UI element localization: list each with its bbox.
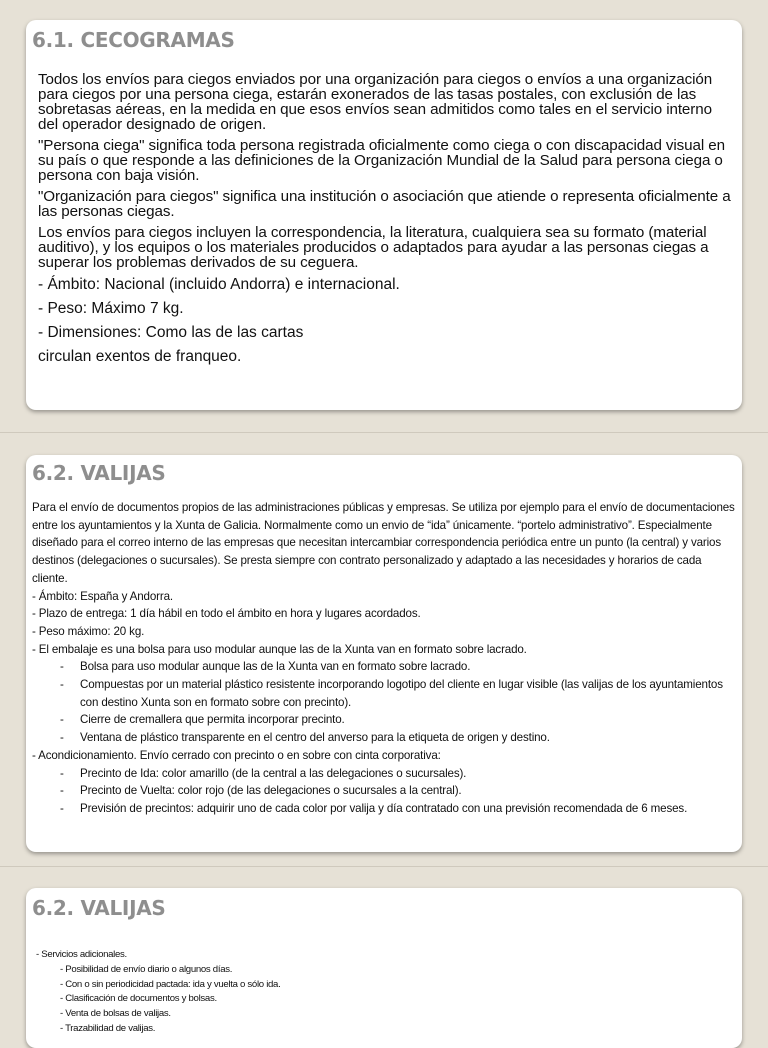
- slide-valijas-continued: [26, 888, 742, 1048]
- slide-title: 6.1. CECOGRAMAS: [32, 28, 235, 52]
- list-item: - Dimensiones: Como las de las cartas: [38, 324, 304, 341]
- slide-body: [32, 499, 742, 818]
- sub-list-item: - Compuestas por un material plástico resistente incorporando logotipo del cliente en lugar visible (las valijas de los ayuntamientos con destino Xunta son en formato sobre con precinto).: [60, 678, 723, 709]
- sub-list-item: - Bolsa para uso modular aunque las de la Xunta van en formato sobre lacrado.: [60, 660, 471, 674]
- sub-list-item: - Ventana de plástico transparente en el centro del anverso para la etiqueta de origen y destino.: [60, 731, 550, 745]
- list-item: - Ámbito: España y Andorra.: [32, 589, 173, 603]
- paragraph: Para el envío de documentos propios de las administraciones públicas y empresas. Se utiliza por ejemplo para el envío de documentaciones entre los ayuntamientos y la Xunta de Galicia. Normalmente como un envio de “ida” únicamente. “portelo administrativo”. Especialmente diseñado para el correo interno de las empresas que necesitan intercambiar correspondencia periódica entre un punto (la central) y varios destinos (delegaciones o sucursales). Se presta siempre con contrato personalizado y adaptado a las necesidades y horarios de cada cliente.: [32, 501, 735, 585]
- slide-cecogramas: [26, 20, 742, 410]
- slide-body: [32, 72, 742, 366]
- list-item: - Peso: Máximo 7 kg.: [38, 300, 184, 317]
- paragraph: Los envíos para ciegos incluyen la correspondencia, la literatura, cualquiera sea su formato (material auditivo), y los equipos o los materiales producidos o adaptados para ayudar a las personas ciegas a superar los problemas derivados de su ceguera.: [38, 224, 709, 271]
- slide-divider: [0, 432, 768, 433]
- sub-list-item: - Venta de bolsas de valijas.: [60, 1008, 171, 1020]
- paragraph: Todos los envíos para ciegos enviados por una organización para ciegos o envíos a una organización para ciegos por una persona ciega, estarán exonerados de las tasas postales, con exclusión de las sobretasas aéreas, en la medida en que esos envíos sean admitidos como tales en el servicio interno del operador designado de origen.: [38, 71, 713, 133]
- sub-list-item: - Con o sin periodicidad pactada: ida y vuelta o sólo ida.: [60, 978, 281, 990]
- slide-title: 6.2. VALIJAS: [32, 896, 166, 920]
- list-item: circulan exentos de franqueo.: [38, 348, 242, 365]
- slide-divider: [0, 866, 768, 867]
- paragraph: "Organización para ciegos" significa una institución o asociación que atiende o representa oficialmente a las personas ciegas.: [38, 188, 731, 220]
- slide-title: 6.2. VALIJAS: [32, 461, 166, 485]
- sub-list-item: - Previsión de precintos: adquirir uno de cada color por valija y día contratado con una previsión recomendada de 6 meses.: [60, 801, 688, 815]
- slide-body: [32, 948, 742, 1037]
- sub-list-item: - Posibilidad de envío diario o algunos días.: [60, 963, 233, 975]
- list-item: - Peso máximo: 20 kg.: [32, 624, 145, 638]
- list-heading: - Servicios adicionales.: [36, 949, 127, 960]
- sub-list-item: - Clasificación de documentos y bolsas.: [60, 993, 217, 1005]
- sub-list-item: - Precinto de Ida: color amarillo (de la central a las delegaciones o sucursales).: [60, 766, 467, 780]
- sub-list-item: - Cierre de cremallera que permita incorporar precinto.: [60, 713, 345, 727]
- list-item: - Plazo de entrega: 1 día hábil en todo el ámbito en hora y lugares acordados.: [32, 607, 421, 621]
- sub-list-item: - Trazabilidad de valijas.: [60, 1022, 156, 1034]
- paragraph: "Persona ciega" significa toda persona registrada oficialmente como ciega o con discapacidad visual en su país o que responde a las definiciones de la Organización Mundial de la Salud para persona ciega o persona con baja visión.: [38, 137, 725, 184]
- list-item: - Acondicionamiento. Envío cerrado con precinto o en sobre con cinta corporativa:: [32, 748, 441, 762]
- sub-list-item: - Precinto de Vuelta: color rojo (de las delegaciones o sucursales a la central).: [60, 784, 462, 798]
- list-item: - El embalaje es una bolsa para uso modular aunque las de la Xunta van en formato sobre lacrado.: [32, 642, 527, 656]
- list-item: - Ámbito: Nacional (incluido Andorra) e internacional.: [38, 276, 400, 293]
- slide-valijas: [26, 455, 742, 852]
